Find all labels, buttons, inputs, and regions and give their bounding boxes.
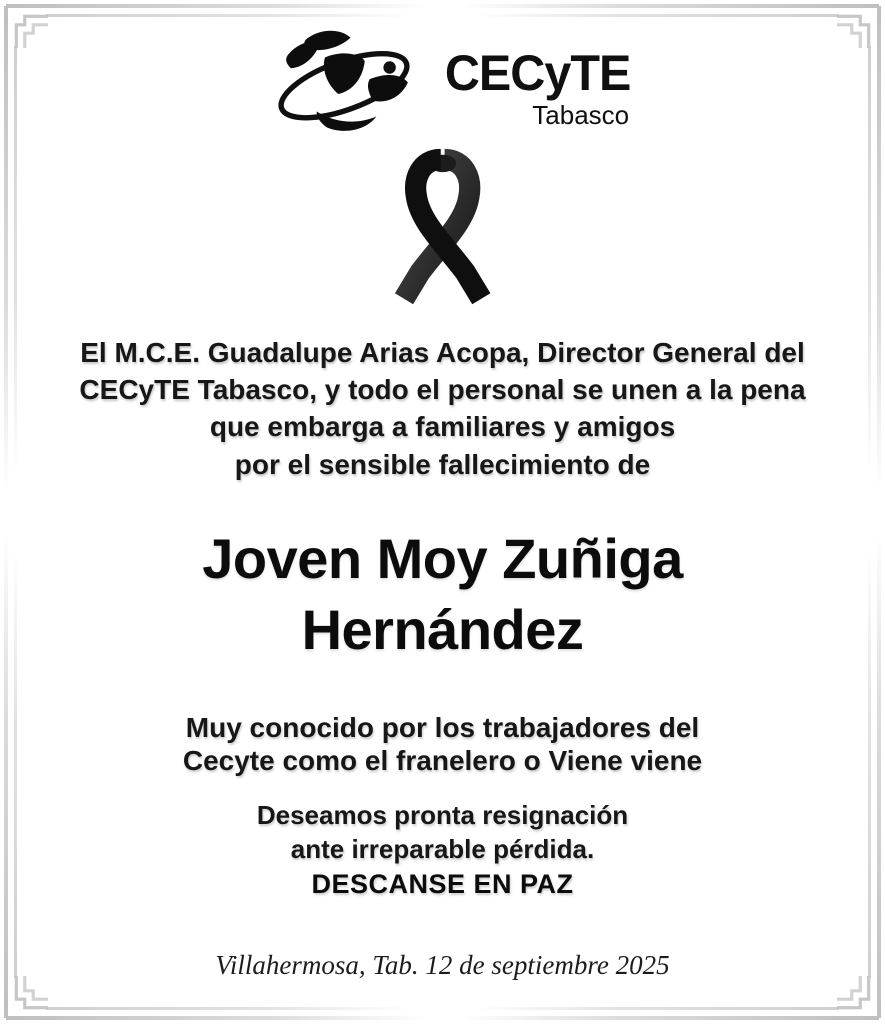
intro-line: El M.C.E. Guadalupe Arias Acopa, Director General del xyxy=(80,337,805,368)
condolence-line: ante irreparable pérdida. xyxy=(290,834,595,865)
intro-line: por el sensible fallecimiento de xyxy=(234,448,651,480)
deceased-name-line: Joven Moy Zuñiga xyxy=(202,526,683,590)
logo-subtitle: Tabasco xyxy=(532,100,630,130)
known-as-paragraph xyxy=(0,711,885,777)
deceased-name xyxy=(0,523,885,665)
intro-line: que embarga a familiares y amigos xyxy=(209,411,676,443)
cecyte-logo xyxy=(0,0,885,144)
mourning-ribbon-icon xyxy=(0,146,885,322)
cecyte-orbit-logo-icon xyxy=(252,26,436,138)
condolence-line: Deseamos pronta resignación xyxy=(256,800,629,831)
intro-paragraph xyxy=(0,334,885,483)
intro-line: CECyTE Tabasco, y todo el personal se unen a la pena xyxy=(79,374,806,406)
deceased-name-line: Hernández xyxy=(301,598,584,662)
rest-in-peace-text: DESCANSE EN PAZ xyxy=(311,868,574,899)
dateline: Villahermosa, Tab. 12 de septiembre 2025 xyxy=(215,949,670,980)
condolence-paragraph xyxy=(0,799,885,867)
logo-wordmark: CECyTE xyxy=(444,45,631,101)
known-as-line: Cecyte como el franelero o Viene viene xyxy=(182,745,703,777)
known-as-line: Muy conocido por los trabajadores del xyxy=(185,712,700,744)
